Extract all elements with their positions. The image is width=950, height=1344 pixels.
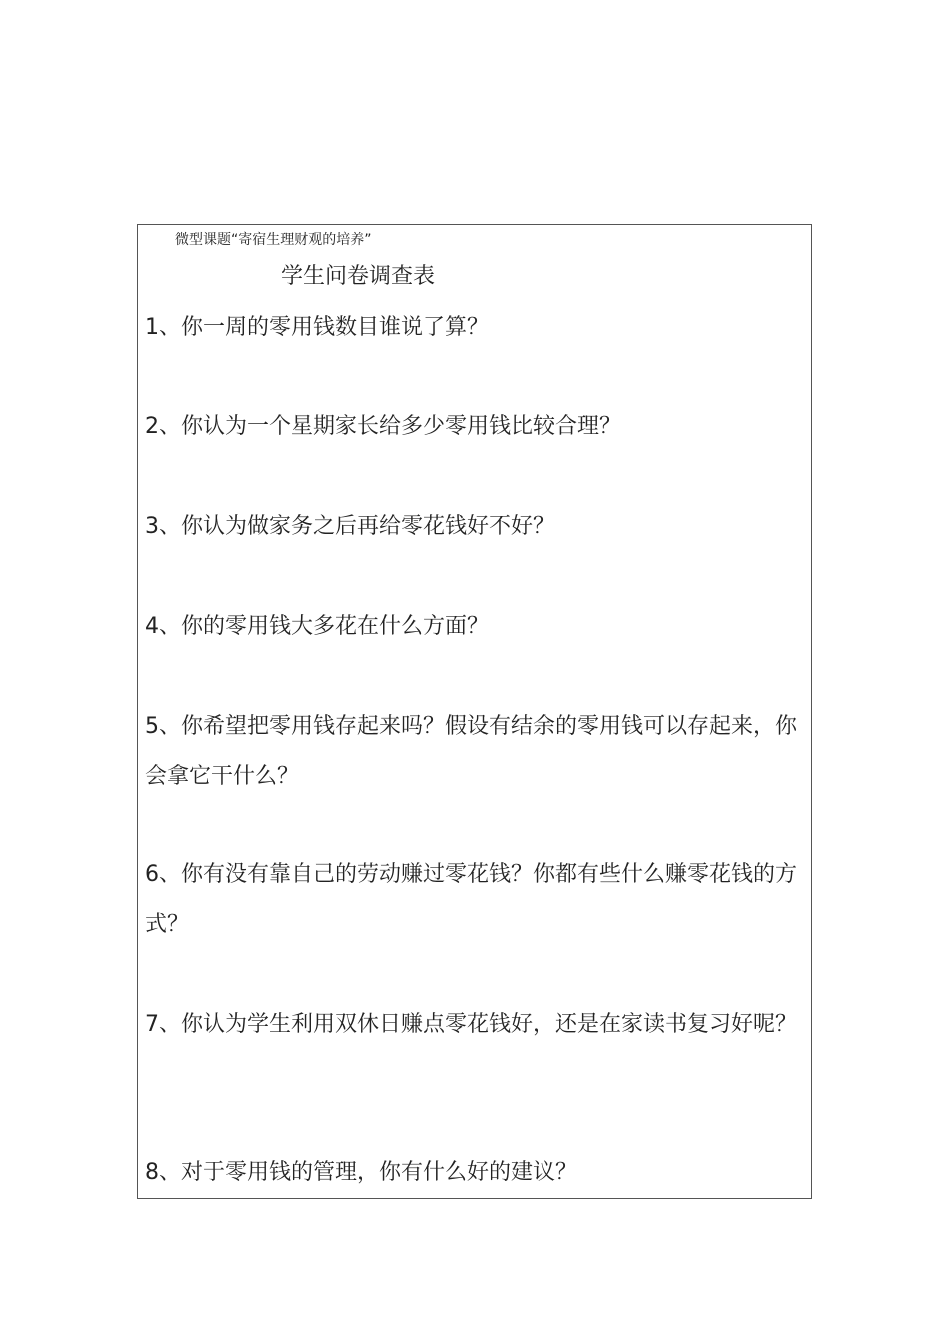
question-2: 2、你认为一个星期家长给多少零用钱比较合理？ — [145, 414, 621, 439]
question-7: 7、你认为学生利用双休日赚点零花钱好，还是在家读书复习好呢？ — [145, 1012, 797, 1037]
project-subtitle: 微型课题“寄宿生理财观的培养” — [175, 232, 372, 248]
questionnaire-title: 学生问卷调查表 — [281, 264, 436, 289]
question-3: 3、你认为做家务之后再给零花钱好不好？ — [145, 514, 555, 539]
question-8: 8、对于零用钱的管理，你有什么好的建议？ — [145, 1160, 577, 1185]
question-4: 4、你的零用钱大多花在什么方面？ — [145, 614, 489, 639]
question-6: 6、你有没有靠自己的劳动赚过零花钱？你都有些什么赚零花钱的方式？ — [145, 862, 797, 937]
question-1: 1、你一周的零用钱数目谁说了算？ — [145, 315, 489, 340]
question-5: 5、你希望把零用钱存起来吗？假设有结余的零用钱可以存起来，你会拿它干什么？ — [145, 714, 797, 789]
questionnaire-box — [137, 224, 812, 1199]
